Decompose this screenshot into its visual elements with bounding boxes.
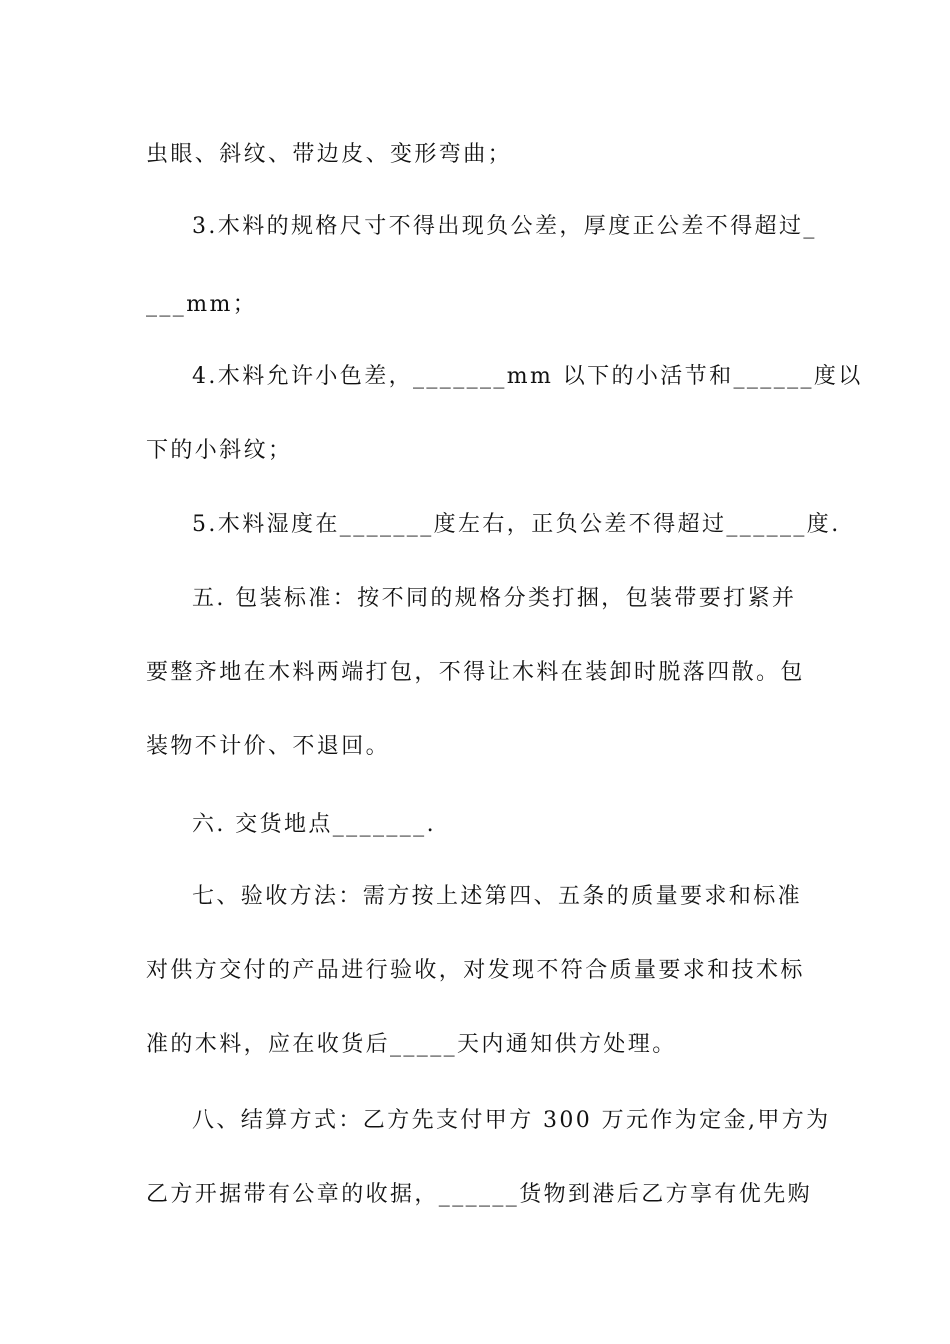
text-line-2: 3.木料的规格尺寸不得出现负公差，厚度正公差不得超过_ bbox=[192, 214, 817, 239]
text-line-9: 装物不计价、不退回。 bbox=[146, 734, 391, 759]
text-line-11: 七、验收方法：需方按上述第四、五条的质量要求和标准 bbox=[192, 884, 803, 909]
text-line-1: 虫眼、斜纹、带边皮、变形弯曲； bbox=[146, 142, 513, 167]
text-line-3: ___mm； bbox=[146, 292, 258, 317]
text-line-6: 5.木料湿度在_______度左右，正负公差不得超过______度. bbox=[192, 512, 841, 537]
text-line-8: 要整齐地在木料两端打包，不得让木料在装卸时脱落四散。包 bbox=[146, 660, 805, 685]
text-line-4: 4.木料允许小色差，_______mm 以下的小活节和______度以 bbox=[192, 364, 863, 389]
text-line-13: 准的木料，应在收货后_____天内通知供方处理。 bbox=[146, 1032, 677, 1057]
text-line-7: 五. 包装标准：按不同的规格分类打捆，包装带要打紧并 bbox=[192, 586, 797, 611]
text-line-14: 八、结算方式：乙方先支付甲方 300 万元作为定金,甲方为 bbox=[192, 1108, 831, 1133]
text-line-5: 下的小斜纹； bbox=[146, 438, 293, 463]
text-line-12: 对供方交付的产品进行验收，对发现不符合质量要求和技术标 bbox=[146, 958, 805, 983]
text-line-10: 六. 交货地点_______. bbox=[192, 812, 436, 837]
text-line-15: 乙方开据带有公章的收据，______货物到港后乙方享有优先购 bbox=[146, 1182, 813, 1207]
